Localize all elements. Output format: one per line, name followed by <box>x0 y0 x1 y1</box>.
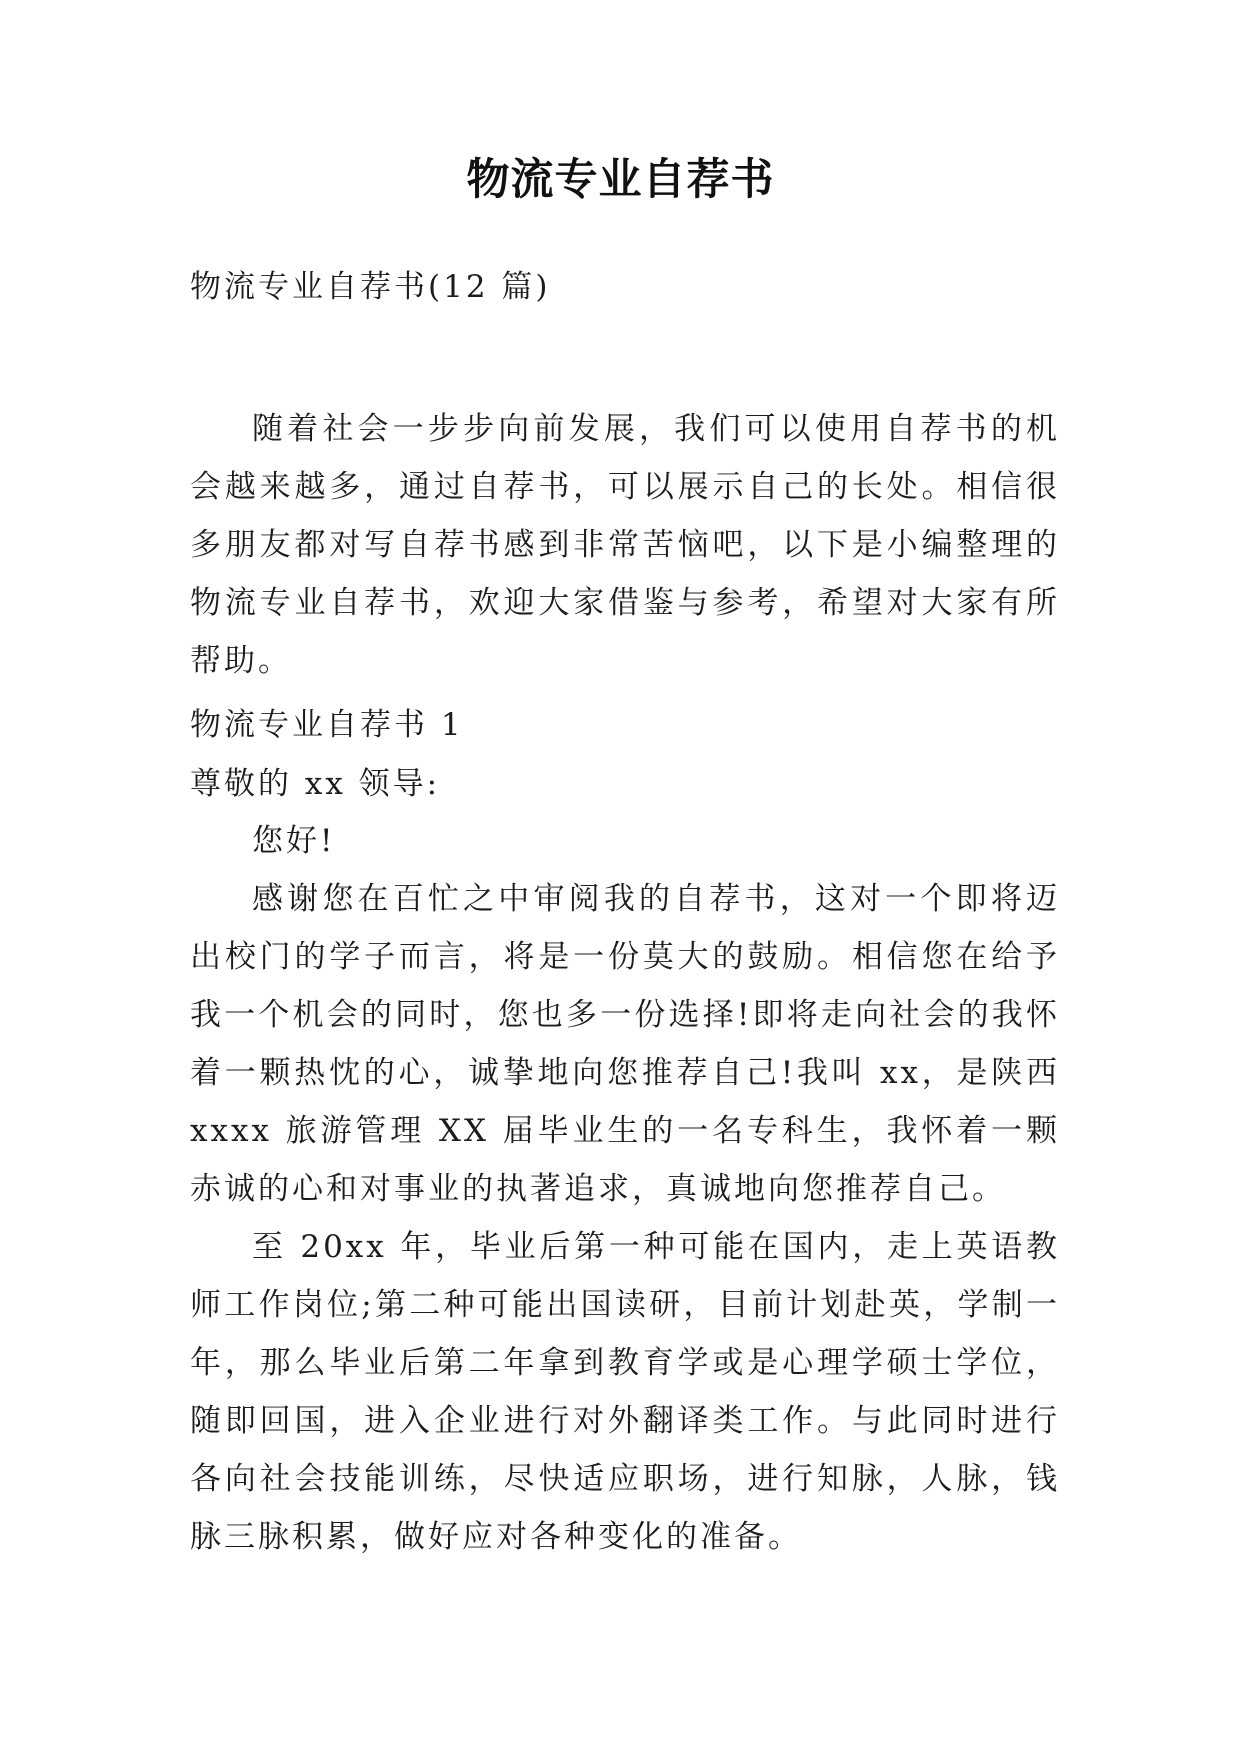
document-subtitle: 物流专业自荐书(12 篇) <box>190 269 551 305</box>
letter-salutation: 尊敬的 xx 领导: <box>190 766 441 802</box>
intro-section <box>190 400 1060 690</box>
letter-heading: 物流专业自荐书 1 <box>190 707 464 743</box>
letter-body <box>190 812 1060 1566</box>
letter-paragraph: 感谢您在百忙之中审阅我的自荐书，这对一个即将迈出校门的学子而言，将是一份莫大的鼓励。相信您在给予我一个机会的同时，您也多一份选择!即将走向社会的我怀着一颗热忱的心，诚挚地向您推荐自己!我叫 xx，是陕西 xxxx 旅游管理 XX 届毕业生的一名专科生，我怀着一颗赤诚的心和对事业的执著追求，真诚地向您推荐自己。 <box>190 881 1060 1207</box>
intro-paragraph: 随着社会一步步向前发展，我们可以使用自荐书的机会越来越多，通过自荐书，可以展示自己的长处。相信很多朋友都对写自荐书感到非常苦恼吧，以下是小编整理的物流专业自荐书，欢迎大家借鉴与参考，希望对大家有所帮助。 <box>190 411 1060 679</box>
document-title: 物流专业自荐书 <box>466 155 775 205</box>
letter-paragraph: 至 20xx 年，毕业后第一种可能在国内，走上英语教师工作岗位;第二种可能出国读研，目前计划赴英，学制一年，那么毕业后第二年拿到教育学或是心理学硕士学位，随即回国，进入企业进行对外翻译类工作。与此同时进行各向社会技能训练，尽快适应职场，进行知脉，人脉，钱脉三脉积累，做好应对各种变化的准备。 <box>190 1229 1060 1555</box>
letter-greeting: 您好! <box>252 823 336 859</box>
